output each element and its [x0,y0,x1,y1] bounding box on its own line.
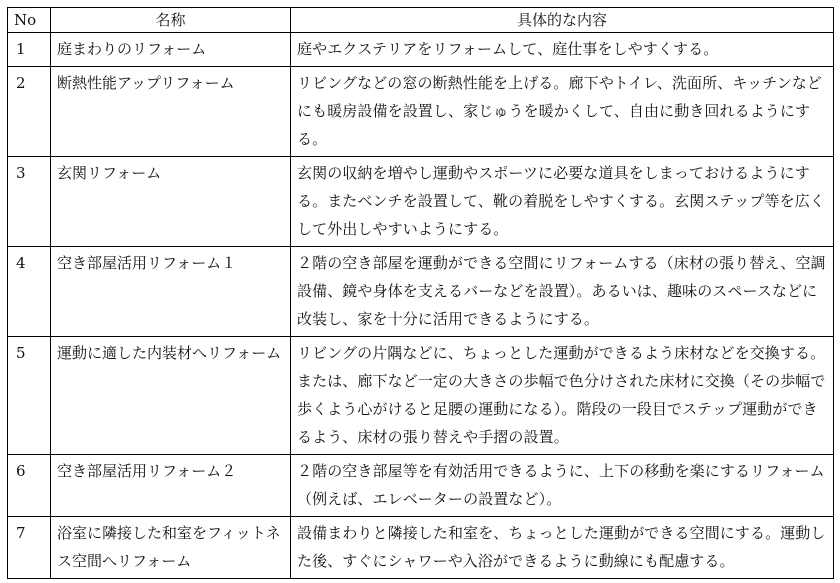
row-no: 1 [8,33,51,67]
header-name: 名称 [51,8,291,33]
header-content: 具体的な内容 [291,8,834,33]
row-name: 玄関リフォーム [51,157,291,247]
document-page [7,7,833,579]
row-content: ２階の空き部屋を運動ができる空間にリフォームする（床材の張り替え、空調設備、鏡や身体を支えるバーなどを設置）。あるいは、趣味のスペースなどに改装し、家を十分に活用できるようにする。 [291,247,834,337]
row-no: 2 [8,67,51,157]
table-row [8,455,834,517]
header-row [8,8,834,33]
row-no: 5 [8,337,51,455]
row-name: 庭まわりのリフォーム [51,33,291,67]
row-content: 玄関の収納を増やし運動やスポーツに必要な道具をしまっておけるようにする。またベンチを設置して、靴の着脱をしやすくする。玄関ステップ等を広くして外出しやすいようにする。 [291,157,834,247]
table-row [8,67,834,157]
table-row [8,157,834,247]
row-name: 運動に適した内装材へリフォーム [51,337,291,455]
row-name: 浴室に隣接した和室をフィットネス空間へリフォーム [51,517,291,579]
reform-table [7,7,834,579]
table-row [8,247,834,337]
row-content: 庭やエクステリアをリフォームして、庭仕事をしやすくする。 [291,33,834,67]
row-no: 4 [8,247,51,337]
header-no: No [8,8,51,33]
row-content: リビングの片隅などに、ちょっとした運動ができるよう床材などを交換する。または、廊下など一定の大きさの歩幅で色分けされた床材に交換（その歩幅で歩くよう心がけると足腰の運動になる）。階段の一段目でステップ運動ができるよう、床材の張り替えや手摺の設置。 [291,337,834,455]
row-no: 3 [8,157,51,247]
row-no: 7 [8,517,51,579]
table-body [8,33,834,579]
row-name: 断熱性能アップリフォーム [51,67,291,157]
row-name: 空き部屋活用リフォーム１ [51,247,291,337]
table-row [8,337,834,455]
row-no: 6 [8,455,51,517]
row-name: 空き部屋活用リフォーム２ [51,455,291,517]
table-row [8,33,834,67]
row-content: リビングなどの窓の断熱性能を上げる。廊下やトイレ、洗面所、キッチンなどにも暖房設備を設置し、家じゅうを暖かくして、自由に動き回れるようにする。 [291,67,834,157]
row-content: ２階の空き部屋等を有効活用できるように、上下の移動を楽にするリフォーム（例えば、エレベーターの設置など）。 [291,455,834,517]
table-row [8,517,834,579]
table-header [8,8,834,33]
row-content: 設備まわりと隣接した和室を、ちょっとした運動ができる空間にする。運動した後、すぐにシャワーや入浴ができるように動線にも配慮する。 [291,517,834,579]
